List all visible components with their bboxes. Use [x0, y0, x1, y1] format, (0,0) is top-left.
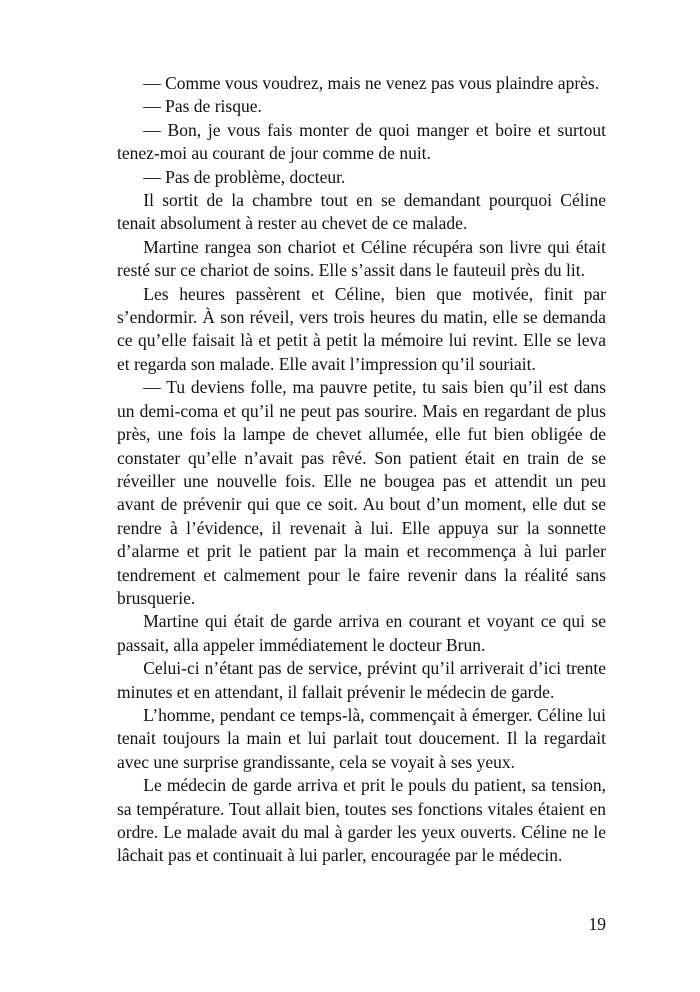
paragraph: L’homme, pendant ce temps-là, commençait à émerger. Céline lui tenait toujours la main et lui parlait tout doucement. Il la regardait avec une surprise grandissante, cela se voyait à ses yeux. [117, 704, 606, 772]
paragraph: — Comme vous voudrez, mais ne venez pas vous plaindre après. [143, 73, 600, 93]
paragraph: Celui-ci n’étant pas de service, prévint qu’il arriverait d’ici trente minutes et en attendant, il fallait prévenir le médecin de garde. [117, 658, 606, 702]
paragraph: Martine qui était de garde arriva en courant et voyant ce qui se passait, alla appeler immédiatement le docteur Brun. [117, 611, 606, 655]
paragraph: — Pas de problème, docteur. [143, 166, 346, 187]
paragraph: — Tu deviens folle, ma pauvre petite, tu sais bien qu’il est dans un demi-coma et qu’il ne peut pas sourire. Mais en regardant de plus près, une fois la lampe de chevet allumée, elle fut bien obligée de constater qu’elle n’avait pas rêvé. Son patient était en train de se réveiller une nouvelle fois. Elle ne bougea pas et attendit un peu avant de prévenir qui que ce soit. Au bout d’un moment, elle dut se rendre à l’évidence, il revenait à lui. Elle appuya sur la sonnette d’alarme et prit le patient par la main et recommença à lui parler tendrement et calmement pour le faire revenir dans la réalité sans brusquerie. [117, 377, 606, 608]
paragraph: Le médecin de garde arriva et prit le pouls du patient, sa tension, sa température. Tout allait bien, toutes ses fonctions vitales étaient en ordre. Le malade avait du mal à garder les yeux ouverts. Céline ne le lâchait pas et continuait à lui parler, encouragée par le médecin. [117, 775, 606, 866]
paragraph: Martine rangea son chariot et Céline récupéra son livre qui était resté sur ce chariot de soins. Elle s’assit dans le fauteuil près du lit. [117, 236, 606, 281]
body-text [117, 72, 606, 868]
paragraph: — Bon, je vous fais monter de quoi manger et boire et surtout tenez-moi au courant de jour comme de nuit. [117, 119, 606, 164]
page-number: 19 [588, 914, 606, 934]
paragraph: Les heures passèrent et Céline, bien que motivée, finit par s’endormir. À son réveil, vers trois heures du matin, elle se demanda ce qu’elle faisait là et petit à petit la mémoire lui revint. Elle se leva et regarda son malade. Elle avait l’impression qu’il souriait. [117, 283, 606, 374]
paragraph: — Pas de risque. [143, 96, 262, 117]
paragraph: Il sortit de la chambre tout en se demandant pourquoi Céline tenait absolument à rester au chevet de ce malade. [117, 190, 606, 234]
